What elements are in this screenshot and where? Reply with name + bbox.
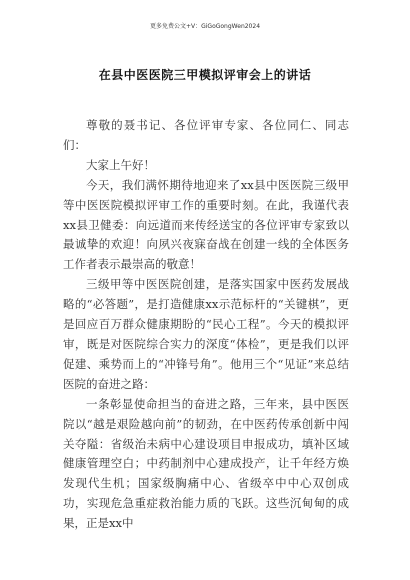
header-note: 更多免费公文+V：GiGoGongWen2024 — [149, 23, 261, 30]
body-paragraph: 一条彰显使命担当的奋进之路，三年来，县中医医院以“越是艰险越向前”的韧劲，在中医药传承创新中闯关夺隘：省级治未病中心建设项目申报成功，填补区域健康管理空白；中药制剂中心建成投产，让千年经方焕发现代生机；国家级胸痛中心、省级卒中中心双创成功，实现危急重症救治能力质的飞跃。这些沉甸甸的成果，正是xx中 — [63, 396, 349, 531]
document-title: 在县中医医院三甲模拟评审会上的讲话 — [98, 68, 312, 82]
body-paragraph: 今天，我们满怀期待地迎来了xx县中医医院三级甲等中医医院模拟评审工作的重要时刻。在此，我谨代表xx县卫健委：向远道而来传经送宝的各位评审专家致以最诚挚的欢迎！向夙兴夜寐奋战在创建一线的全体医务工作者表示最崇高的敬意！ — [63, 177, 349, 272]
salutation: 尊敬的聂书记、各位评审专家、各位同仁、同志们： — [63, 118, 349, 152]
document-body — [63, 116, 349, 534]
greeting: 大家上午好！ — [86, 157, 155, 172]
body-paragraph: 三级甲等中医医院创建，是落实国家中医药发展战略的“必答题”，是打造健康xx示范标杆的“关键棋”，更是回应百万群众健康期盼的“民心工程”。今天的模拟评审，既是对医院综合实力的深度“体检”，更是我们以评促建、乘势而上的“冲锋号角”。他用三个“见证”来总结医院的奋进之路： — [63, 277, 349, 391]
